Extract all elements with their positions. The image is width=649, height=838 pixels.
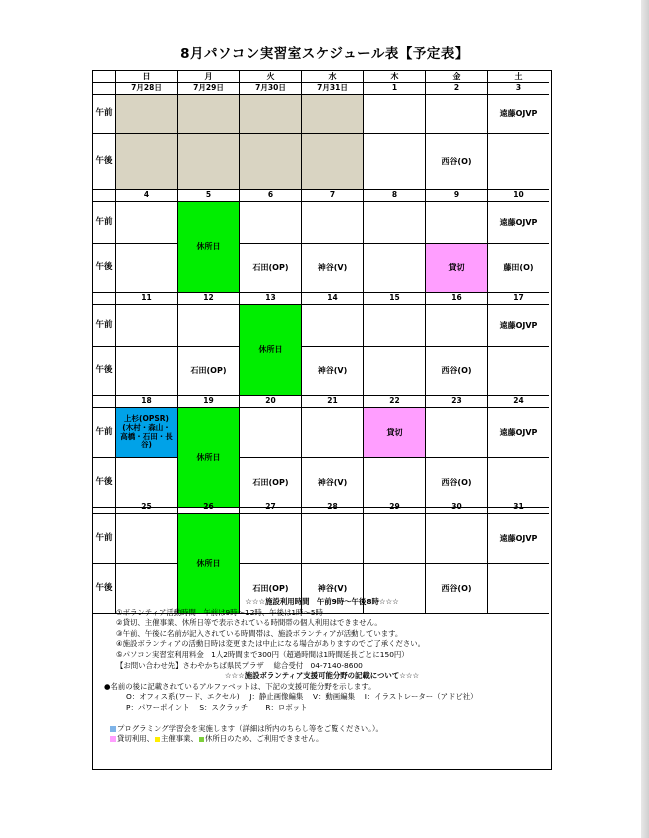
date-cell: 28	[302, 502, 364, 514]
schedule-cell	[116, 347, 178, 396]
weekday-header: 水	[302, 71, 364, 83]
schedule-cell: 神谷(V)	[302, 458, 364, 508]
schedule-cell: 西谷(O)	[426, 564, 488, 614]
skills-header: ☆☆☆施設ボランティア支援可能分野の記載について☆☆☆	[224, 671, 420, 681]
date-row-corner	[93, 502, 116, 514]
note-line: ②貸切、主催事業、休所日等で表示されている時間帯の個人利用はできません。	[116, 618, 382, 628]
date-cell: 7	[302, 190, 364, 202]
schedule-cell	[178, 95, 240, 134]
date-cell: 6	[240, 190, 302, 202]
schedule-cell	[178, 305, 240, 347]
contact-line: 【お問い合わせ先】さわやかちば県民プラザ 総合受付 04-7140-8600	[116, 660, 363, 670]
date-cell: 30	[426, 502, 488, 514]
weekday-header: 月	[178, 71, 240, 83]
weekday-header: 土	[488, 71, 549, 83]
date-cell: 7月28日	[116, 83, 178, 95]
period-label-pm: 午後	[93, 564, 116, 614]
date-cell: 7月29日	[178, 83, 240, 95]
schedule-cell	[302, 305, 364, 347]
period-label-pm: 午後	[93, 458, 116, 508]
schedule-cell	[488, 458, 549, 508]
period-label-pm: 午後	[93, 347, 116, 396]
yellow-square-icon	[155, 737, 160, 742]
schedule-cell	[116, 458, 178, 508]
schedule-cell: 遠藤OJVP	[488, 408, 549, 458]
period-label-am: 午前	[93, 514, 116, 564]
date-cell: 7月30日	[240, 83, 302, 95]
date-cell: 12	[178, 293, 240, 305]
date-cell: 25	[116, 502, 178, 514]
schedule-cell	[240, 514, 302, 564]
schedule-cell	[240, 408, 302, 458]
schedule-cell	[240, 202, 302, 244]
schedule-cell	[426, 408, 488, 458]
schedule-cell	[364, 134, 426, 190]
date-row-corner	[93, 83, 116, 95]
schedule-cell: 遠藤OJVP	[488, 514, 549, 564]
schedule-cell	[302, 134, 364, 190]
schedule-cell: 西谷(O)	[426, 458, 488, 508]
schedule-cell	[426, 305, 488, 347]
schedule-cell: 遠藤OJVP	[488, 95, 549, 134]
date-cell: 20	[240, 396, 302, 408]
schedule-cell	[116, 514, 178, 564]
date-cell: 29	[364, 502, 426, 514]
date-cell: 14	[302, 293, 364, 305]
schedule-cell: 神谷(V)	[302, 564, 364, 614]
schedule-cell	[178, 134, 240, 190]
date-cell: 5	[178, 190, 240, 202]
date-cell: 10	[488, 190, 549, 202]
schedule-cell	[426, 202, 488, 244]
closed-day-cell: 休所日	[178, 514, 240, 614]
period-label-am: 午前	[93, 408, 116, 458]
window-edge	[641, 0, 649, 838]
schedule-cell	[116, 95, 178, 134]
date-cell: 18	[116, 396, 178, 408]
date-cell: 31	[488, 502, 549, 514]
note-line: ①ボランティア活動時間 午前は9時～12時、午後は1時～5時	[116, 607, 323, 617]
date-cell: 21	[302, 396, 364, 408]
schedule-cell: 石田(OP)	[240, 564, 302, 614]
schedule-cell: 石田(OP)	[240, 244, 302, 293]
schedule-cell: 神谷(V)	[302, 244, 364, 293]
period-label-am: 午前	[93, 95, 116, 134]
schedule-cell: 石田(OP)	[178, 347, 240, 396]
date-cell: 3	[488, 83, 549, 95]
note-line: ③午前、午後に名前が記入されている時間帯は、施設ボランティアが活動しています。	[116, 628, 403, 638]
schedule-cell: 貸切	[364, 408, 426, 458]
schedule-cell	[488, 134, 549, 190]
date-cell: 8	[364, 190, 426, 202]
legend-unavailable: 貸切利用、 主催事業、 休所日のため、ご利用できません。	[110, 734, 570, 745]
pink-square-icon	[110, 736, 116, 742]
skills-intro: ●名前の後に記載されているアルファベットは、下記の支援可能分野を示します。	[104, 681, 376, 691]
date-cell: 23	[426, 396, 488, 408]
schedule-cell	[364, 458, 426, 508]
schedule-cell	[364, 95, 426, 134]
weekday-header: 日	[116, 71, 178, 83]
date-cell: 9	[426, 190, 488, 202]
closed-day-cell: 休所日	[178, 202, 240, 293]
blue-square-icon	[110, 726, 116, 732]
weekday-header: 火	[240, 71, 302, 83]
page-title: 8月パソコン実習室スケジュール表【予定表】	[180, 46, 469, 62]
schedule-cell	[302, 202, 364, 244]
date-cell: 7月31日	[302, 83, 364, 95]
schedule-cell	[364, 514, 426, 564]
schedule-cell	[302, 514, 364, 564]
schedule-cell	[364, 202, 426, 244]
date-row-corner	[93, 190, 116, 202]
date-cell: 22	[364, 396, 426, 408]
date-cell: 19	[178, 396, 240, 408]
header-corner	[93, 71, 116, 83]
schedule-cell: 貸切	[426, 244, 488, 293]
date-cell: 15	[364, 293, 426, 305]
date-cell: 17	[488, 293, 549, 305]
schedule-cell	[426, 95, 488, 134]
closed-day-cell: 休所日	[178, 408, 240, 508]
date-cell: 2	[426, 83, 488, 95]
date-cell: 1	[364, 83, 426, 95]
schedule-cell: 遠藤OJVP	[488, 202, 549, 244]
schedule-cell: 石田(OP)	[240, 458, 302, 508]
period-label-pm: 午後	[93, 134, 116, 190]
schedule-cell	[364, 347, 426, 396]
green-square-icon	[199, 737, 204, 742]
date-row-corner	[93, 293, 116, 305]
schedule-cell: 西谷(O)	[426, 134, 488, 190]
weekday-header: 金	[426, 71, 488, 83]
schedule-cell: 遠藤OJVP	[488, 305, 549, 347]
skills-line: P：パワーポイント S：スクラッチ R：ロボット	[126, 702, 308, 712]
date-cell: 26	[178, 502, 240, 514]
schedule-cell	[240, 95, 302, 134]
schedule-cell	[488, 347, 549, 396]
schedule-cell	[426, 514, 488, 564]
schedule-cell: 上杉(OPSR) (木村・森山・高橋・石田・長谷)	[116, 408, 178, 458]
date-row-corner	[93, 396, 116, 408]
date-cell: 11	[116, 293, 178, 305]
hours-header: ☆☆☆施設利用時間 午前9時～午後8時☆☆☆	[245, 597, 399, 606]
note-line: ④施設ボランティアの活動日時は変更または中止になる場合がありますのでご了承ください。	[116, 639, 426, 649]
schedule-cell	[116, 202, 178, 244]
schedule-cell	[116, 244, 178, 293]
legend-programming: プログラミング学習会を実施します（詳細は所内のちらし等をご覧ください。）。	[110, 724, 570, 735]
weekday-header: 木	[364, 71, 426, 83]
period-label-am: 午前	[93, 202, 116, 244]
schedule-cell: 藤田(O)	[488, 244, 549, 293]
notes-section	[92, 597, 552, 745]
schedule-cell	[240, 134, 302, 190]
note-line: ⑤パソコン実習室利用料金 1人2時間まで300円（超過時間は1時間延長ごとに150円）	[116, 649, 409, 659]
schedule-cell	[302, 408, 364, 458]
schedule-cell	[364, 305, 426, 347]
date-cell: 27	[240, 502, 302, 514]
date-cell: 13	[240, 293, 302, 305]
date-cell: 16	[426, 293, 488, 305]
date-cell: 24	[488, 396, 549, 408]
date-cell: 4	[116, 190, 178, 202]
schedule-cell	[302, 95, 364, 134]
schedule-cell	[116, 134, 178, 190]
closed-day-cell: 休所日	[240, 305, 302, 396]
schedule-cell: 西谷(O)	[426, 347, 488, 396]
schedule-cell: 神谷(V)	[302, 347, 364, 396]
schedule-cell	[364, 244, 426, 293]
period-label-am: 午前	[93, 305, 116, 347]
schedule-cell	[116, 305, 178, 347]
period-label-pm: 午後	[93, 244, 116, 293]
skills-line: O：オフィス系(ワード、エクセル) J：静止画像編集 V：動画編集 I：イラストレーター（アドビ社）	[126, 692, 478, 702]
